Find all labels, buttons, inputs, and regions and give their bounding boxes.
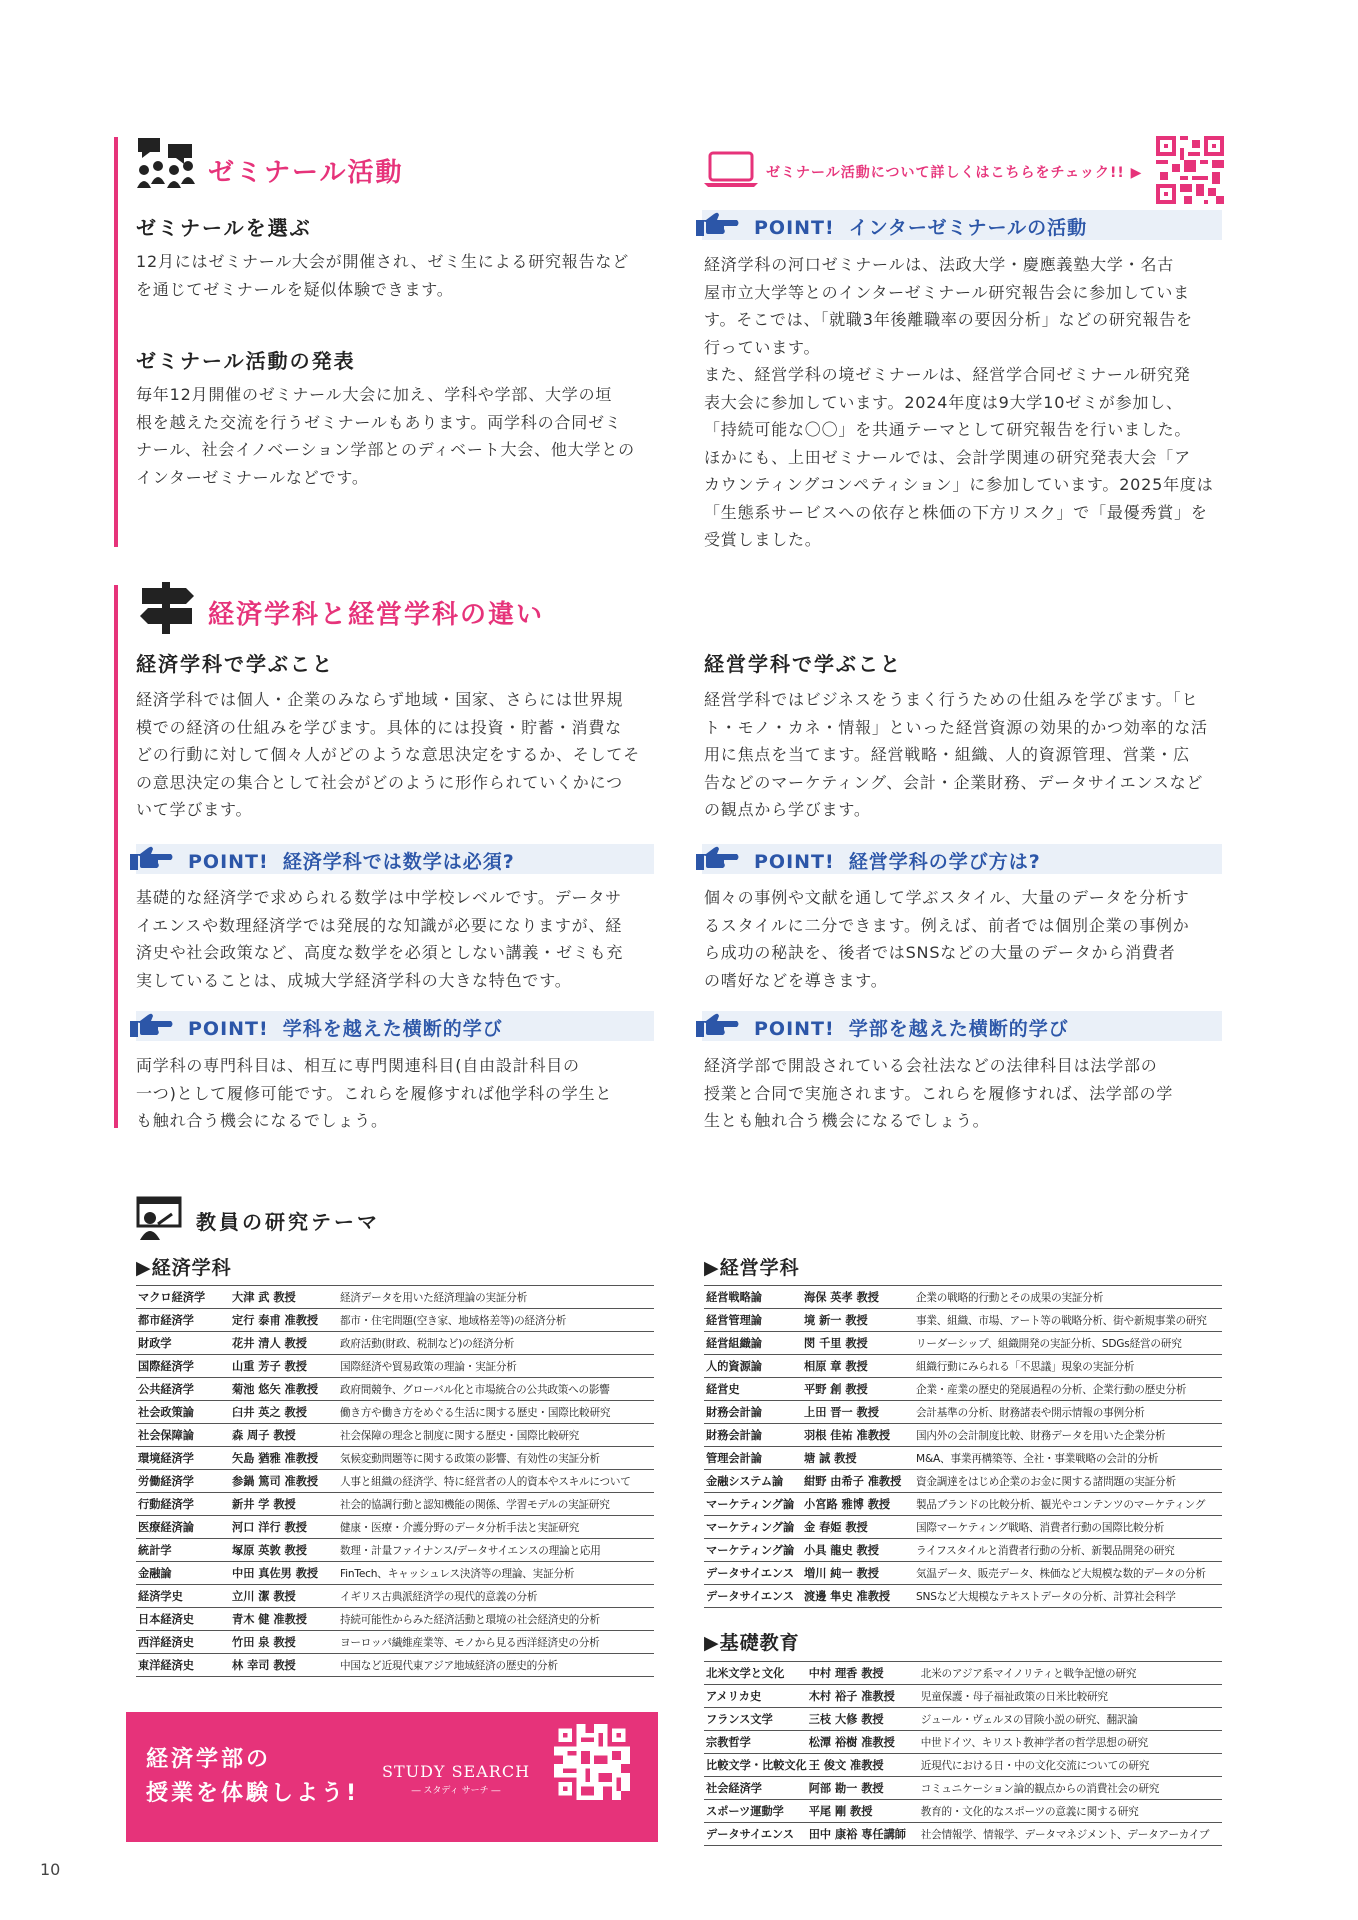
laptop-icon	[702, 150, 760, 188]
table-row: 西洋経済史 竹田 泉 教授 ヨーロッパ繊維産業等、モノから見る西洋経済史の分析	[136, 1631, 654, 1654]
table-row: 北米文学と文化 中村 理香 教授 北米のアジア系マイノリティと戦争記憶の研究	[704, 1662, 1222, 1685]
table-row: スポーツ運動学 平尾 剛 教授 教育的・文化的なスポーツの意義に関する研究	[704, 1800, 1222, 1823]
table-row: 経営史 平野 創 教授 企業・産業の歴史的発展過程の分析、企業行動の歴史分析	[704, 1378, 1222, 1401]
table-row: 比較文学・比較文化 王 俊文 准教授 近現代における日・中の文化交流についての研究	[704, 1754, 1222, 1777]
seminar-choose-heading: ゼミナールを選ぶ	[136, 216, 312, 240]
pointing-hand-icon	[694, 210, 740, 240]
table-row: 労働経済学 参鍋 篤司 准教授 人事と組織の経済学、特に経営者の人的資本やスキルについて	[136, 1470, 654, 1493]
table-row: データサイエンス 田中 康裕 専任講師 社会情報学、情報学、データマネジメント、データアーカイブ	[704, 1823, 1222, 1846]
table-row: 国際経済学 山重 芳子 教授 国際経済や貿易政策の理論・実証分析	[136, 1355, 654, 1378]
faculty-mgmt-heading: ▶経営学科	[704, 1257, 800, 1279]
mgmt-heading: 経営学科で学ぶこと	[704, 652, 902, 676]
table-row: 東洋経済史 林 幸司 教授 中国など近現代東アジア地域経済の歴史的分析	[136, 1654, 654, 1677]
pointing-hand-icon	[128, 1011, 174, 1041]
point-cross-department-text: 両学科の専門科目は、相互に専門関連科目(自由設計科目の 一つ)として履修可能です。これらを履修すれば他学科の学生と も触れ合う機会になるでしょう。	[136, 1056, 613, 1130]
study-search-logo: STUDY SEARCH ― スタディ サーチ ―	[381, 1762, 531, 1796]
table-row: 医療経済論 河口 洋行 教授 健康・医療・介護分野のデータ分析手法と実証研究	[136, 1516, 654, 1539]
pointing-hand-icon	[128, 844, 174, 874]
econ-heading: 経済学科で学ぶこと	[136, 652, 334, 676]
point-inter-seminar: POINT! インターゼミナールの活動	[702, 210, 1222, 240]
cta-line-2: 授業を体験しよう!	[146, 1781, 360, 1806]
table-row: 社会保障論 森 周子 教授 社会保障の理念と制度に関する歴史・国際比較研究	[136, 1424, 654, 1447]
table-row: 金融システム論 紺野 由希子 准教授 資金調達をはじめ企業のお金に関する諸問題の実証分析	[704, 1470, 1222, 1493]
qr-code[interactable]	[554, 1724, 630, 1800]
table-row: 環境経済学 矢島 猶雅 准教授 気候変動問題等に関する政策の影響、有効性の実証分析	[136, 1447, 654, 1470]
table-row: マーケティング論 小具 龍史 教授 ライフスタイルと消費者行動の分析、新製品開発の研究	[704, 1539, 1222, 1562]
table-row: 社会経済学 阿部 勘一 教授 コミュニケーション論的観点からの消費社会の研究	[704, 1777, 1222, 1800]
table-row: データサイエンス 増川 純一 教授 気温データ、販売データ、株価など大規模な数的データの分析	[704, 1562, 1222, 1585]
faculty-econ-heading: ▶経済学科	[136, 1257, 232, 1279]
point-cross-faculty-text: 経済学部で開設されている会社法などの法律科目は法学部の 授業と合同で実施されます。これらを履修すれば、法学部の学 生とも触れ合う機会になるでしょう。	[704, 1056, 1174, 1130]
faculty-mgmt-table	[704, 1285, 1222, 1608]
table-row: 社会政策論 臼井 英之 教授 働き方や働き方をめぐる生活に関する歴史・国際比較研究	[136, 1401, 654, 1424]
faculty-section-title: 教員の研究テーマ	[196, 1210, 380, 1234]
econ-text: 経済学科では個人・企業のみならず地域・国家、さらには世界規 模での経済の仕組みを学びます。具体的には投資・貯蓄・消費な どの行動に対して個々人がどのような意思決定をするか、そしてそ の意思決定の集合として社会がどのように形作られていくかにつ いて学びます。	[136, 690, 641, 819]
arrow-right-icon: ▶	[1130, 165, 1143, 181]
seminar-detail-link[interactable]: ゼミナール活動について詳しくはこちらをチェック!! ▶	[766, 165, 1143, 181]
difference-section-title: 経済学科と経営学科の違い	[208, 600, 545, 630]
table-row: 管理会計論 塘 誠 教授 M&A、事業再構築等、全社・事業戦略の会計的分析	[704, 1447, 1222, 1470]
teacher-board-icon	[136, 1196, 182, 1240]
table-row: 日本経済史 青木 健 准教授 持続可能性からみた経済活動と環境の社会経済史的分析	[136, 1608, 654, 1631]
table-row: 財務会計論 羽根 佳祐 准教授 国内外の会計制度比較、財務データを用いた企業分析	[704, 1424, 1222, 1447]
faculty-econ-table	[136, 1285, 654, 1677]
point-mgmt-method-text: 個々の事例や文献を通して学ぶスタイル、大量のデータを分析す るスタイルに二分できます。例えば、前者では個別企業の事例か ら成功の秘訣を、後者ではSNSなどの大量のデータから消費者 の嗜好などを導きます。	[704, 888, 1190, 990]
point-mgmt-method: POINT! 経営学科の学び方は?	[702, 844, 1222, 874]
table-row: 経営組織論 閔 千里 教授 リーダーシップ、組織開発の実証分析、SDGs経営の研究	[704, 1332, 1222, 1355]
section-accent-bar	[114, 137, 118, 547]
qr-code[interactable]	[1156, 136, 1224, 204]
table-row: マーケティング論 小宮路 雅博 教授 製品ブランドの比較分析、観光やコンテンツのマーケティング	[704, 1493, 1222, 1516]
signpost-icon	[138, 580, 196, 636]
mgmt-text: 経営学科ではビジネスをうまく行うための仕組みを学びます。「ヒ ト・モノ・カネ・情報」といった経営資源の効果的かつ効率的な活 用に焦点を当てます。経営戦略・組織、人的資源管理、営業・広 告などのマーケティング、会計・企業財務、データサイエンスなど の観点から学びます。	[704, 690, 1208, 819]
seminar-presentation-text: 毎年12月開催のゼミナール大会に加え、学科や学部、大学の垣 根を越えた交流を行うゼミナールもあります。両学科の合同ゼミ ナール、社会イノベーション学部とのディベート大会、他大学との インターゼミナールなどです。	[136, 385, 635, 487]
table-row: 公共経済学 菊池 悠矢 准教授 政府間競争、グローバル化と市場統合の公共政策への影響	[136, 1378, 654, 1401]
seminar-people-icon	[136, 136, 196, 194]
table-row: フランス文学 三枝 大修 教授 ジュール・ヴェルヌの冒険小説の研究、翻訳論	[704, 1708, 1222, 1731]
table-row: 経営戦略論 海保 英孝 教授 企業の戦略的行動とその成果の実証分析	[704, 1286, 1222, 1309]
point-cross-faculty: POINT! 学部を越えた横断的学び	[702, 1011, 1222, 1041]
table-row: 都市経済学 定行 泰甫 准教授 都市・住宅問題(空き家、地域格差等)の経済分析	[136, 1309, 654, 1332]
table-row: 行動経済学 新井 学 教授 社会的協調行動と認知機能の関係、学習モデルの実証研究	[136, 1493, 654, 1516]
table-row: 財務会計論 上田 晋一 教授 会計基準の分析、財務諸表や開示情報の事例分析	[704, 1401, 1222, 1424]
faculty-basic-heading: ▶基礎教育	[704, 1632, 800, 1654]
point-inter-seminar-text: 経済学科の河口ゼミナールは、法政大学・慶應義塾大学・名古 屋市立大学等とのインターゼミナール研究報告会に参加していま す。そこでは、「就職3年後離職率の要因分析」などの研究報告を 行っています。 また、経営学科の境ゼミナールは、経営学合同ゼミナール研究発 表大会に参加しています。2024年度は9大学10ゼミが参加し、 「持続可能な〇〇」を共通テーマとして研究報告を行いました。 ほかにも、上田ゼミナールでは、会計学関連の研究発表大会「ア カウンティングコンペティション」に参加しています。2025年度は 「生態系サービスへの依存と株価の下方リスク」で「最優秀賞」を 受賞しました。	[704, 255, 1214, 549]
table-row: マクロ経済学 大津 武 教授 経済データを用いた経済理論の実証分析	[136, 1286, 654, 1309]
table-row: 金融論 中田 真佐男 教授 FinTech、キャッシュレス決済等の理論、実証分析	[136, 1562, 654, 1585]
study-search-banner[interactable]	[126, 1712, 658, 1842]
table-row: 宗教哲学 松潭 裕樹 准教授 中世ドイツ、キリスト教神学者の哲学思想の研究	[704, 1731, 1222, 1754]
table-row: アメリカ史 木村 裕子 准教授 児童保護・母子福祉政策の日米比較研究	[704, 1685, 1222, 1708]
table-row: 経済学史 立川 潔 教授 イギリス古典派経済学の現代的意義の分析	[136, 1585, 654, 1608]
section-accent-bar	[114, 585, 118, 1128]
seminar-choose-text: 12月にはゼミナール大会が開催され、ゼミ生による研究報告など を通じてゼミナールを疑似体験できます。	[136, 252, 629, 299]
pointing-hand-icon	[694, 1011, 740, 1041]
table-row: 統計学 塚原 英敦 教授 数理・計量ファイナンス/データサイエンスの理論と応用	[136, 1539, 654, 1562]
pointing-hand-icon	[694, 844, 740, 874]
point-econ-math-text: 基礎的な経済学で求められる数学は中学校レベルです。データサ イエンスや数理経済学では発展的な知識が必要になりますが、経 済史や社会政策など、高度な数学を必須としない講義・ゼミも充 実していることは、成城大学経済学科の大きな特色です。	[136, 888, 624, 990]
table-row: マーケティング論 金 春姫 教授 国際マーケティング戦略、消費者行動の国際比較分析	[704, 1516, 1222, 1539]
page-number: 10	[40, 1860, 61, 1879]
table-row: データサイエンス 渡邊 隼史 准教授 SNSなど大規模なテキストデータの分析、計算社会科学	[704, 1585, 1222, 1608]
point-cross-department: POINT! 学科を越えた横断的学び	[136, 1011, 654, 1041]
table-row: 人的資源論 相原 章 教授 組織行動にみられる「不思議」現象の実証分析	[704, 1355, 1222, 1378]
cta-line-1: 経済学部の	[146, 1747, 272, 1772]
table-row: 財政学 花井 清人 教授 政府活動(財政、税制など)の経済分析	[136, 1332, 654, 1355]
point-econ-math: POINT! 経済学科では数学は必須?	[136, 844, 654, 874]
table-row: 経営管理論 境 新一 教授 事業、組織、市場、アート等の戦略分析、街や新規事業の研究	[704, 1309, 1222, 1332]
seminar-presentation-heading: ゼミナール活動の発表	[136, 349, 356, 373]
faculty-basic-table	[704, 1661, 1222, 1846]
seminar-section-title: ゼミナール活動	[208, 158, 404, 188]
